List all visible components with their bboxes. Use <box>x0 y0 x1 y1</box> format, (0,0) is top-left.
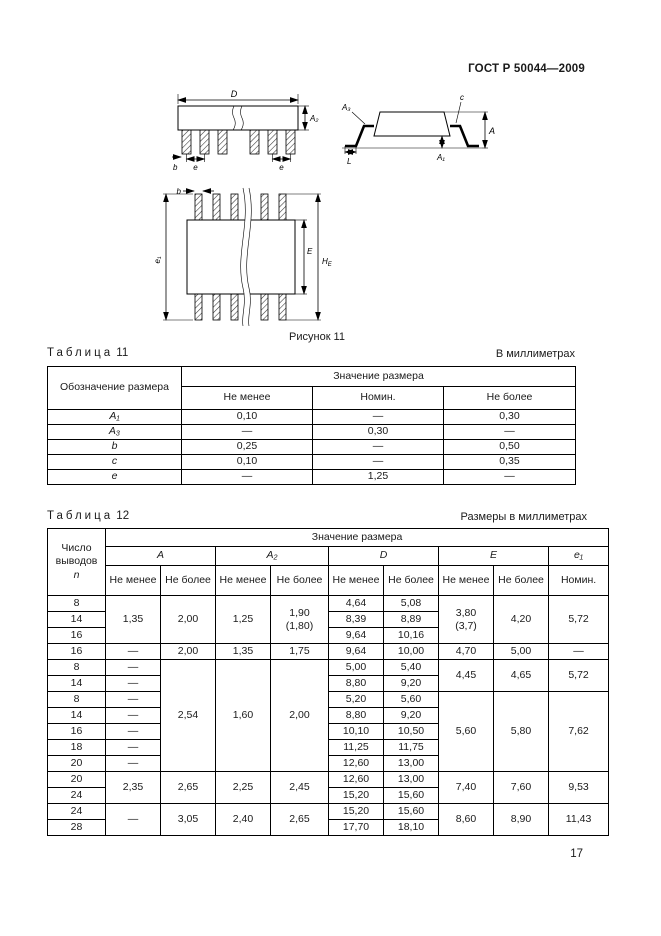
dim-label-c: c <box>460 93 464 102</box>
package-leads-front <box>182 130 295 154</box>
table-row <box>48 596 609 612</box>
cell: — <box>106 804 161 836</box>
cell: — <box>106 692 161 708</box>
table12-title-number: 12 <box>116 510 130 522</box>
table-row <box>48 470 576 485</box>
table12-title <box>47 510 129 522</box>
cell: — <box>106 708 161 724</box>
t12-sub-max: Не более <box>161 566 216 596</box>
dim-label-e1: e₁ <box>153 256 162 264</box>
cell: 5,72 <box>549 596 609 644</box>
table11-units: В миллиметрах <box>495 348 575 360</box>
cell: 4,45 <box>439 660 494 692</box>
table-row <box>48 660 609 676</box>
cell: 10,10 <box>329 724 384 740</box>
table-row <box>48 455 576 470</box>
cell: 1,60 <box>216 660 271 772</box>
dim-label-A2: A₂ <box>310 114 319 123</box>
dim-label-e: e <box>193 163 198 172</box>
t12-n-header-line2: выводов <box>55 555 98 568</box>
cell: — <box>313 455 444 470</box>
cell: 3,05 <box>161 804 216 836</box>
t11-sub-header-nom: Номин. <box>313 387 444 410</box>
cell: 8 <box>48 692 106 708</box>
table11-title-number: 11 <box>116 347 129 359</box>
dim-label-b: b <box>173 163 178 172</box>
table12-units: Размеры в миллиметрах <box>460 511 587 523</box>
cell: 0,30 <box>313 425 444 440</box>
cell: 5,60 <box>384 692 439 708</box>
cell: 7,40 <box>439 772 494 804</box>
cell: — <box>444 470 576 485</box>
cell: 0,30 <box>444 410 576 425</box>
cell: 5,00 <box>494 644 549 660</box>
package-body-side <box>374 112 450 136</box>
cell: 11,25 <box>329 740 384 756</box>
cell: 1,90 (1,80) <box>271 596 329 644</box>
dim-label-A: A <box>489 126 496 136</box>
cell: 14 <box>48 708 106 724</box>
cell: 12,60 <box>329 772 384 788</box>
t12-n-symbol: n <box>73 568 80 581</box>
cell: 15,20 <box>329 804 384 820</box>
cell: 0,10 <box>182 455 313 470</box>
cell: 2,54 <box>161 660 216 772</box>
cell: e <box>48 470 182 485</box>
cell: 12,60 <box>329 756 384 772</box>
cell: 16 <box>48 644 106 660</box>
cell: 14 <box>48 612 106 628</box>
cell: 5,80 <box>494 692 549 772</box>
cell: 28 <box>48 820 106 836</box>
cell: 4,64 <box>329 596 384 612</box>
table-row <box>48 367 576 387</box>
t11-sub-header-min: Не менее <box>182 387 313 410</box>
figure-caption: Рисунок 11 <box>289 331 345 343</box>
cell: 8,60 <box>439 804 494 836</box>
t12-sub-max: Не более <box>494 566 549 596</box>
cell: — <box>444 425 576 440</box>
cell: 5,40 <box>384 660 439 676</box>
cell: — <box>182 425 313 440</box>
document-header: ГОСТ Р 50044—2009 <box>468 63 585 75</box>
cell: 2,40 <box>216 804 271 836</box>
t12-sub-max: Не более <box>271 566 329 596</box>
t12-col-A2: A₂ <box>216 547 329 566</box>
cell: 2,00 <box>161 644 216 660</box>
cell: 11,43 <box>549 804 609 836</box>
cell: 5,08 <box>384 596 439 612</box>
t11-sub-header-max: Не более <box>444 387 576 410</box>
cell: b <box>48 440 182 455</box>
cell: 9,20 <box>384 676 439 692</box>
cell: 8,39 <box>329 612 384 628</box>
cell: 5,72 <box>549 660 609 692</box>
lead-right <box>450 126 479 146</box>
t11-col1-header: Обозначение размера <box>48 367 182 410</box>
cell: 4,70 <box>439 644 494 660</box>
t12-sub-max: Не более <box>384 566 439 596</box>
figure-11-drawing <box>130 88 520 330</box>
cell: — <box>313 440 444 455</box>
package-body-front <box>178 106 298 130</box>
t12-sub-min: Не менее <box>439 566 494 596</box>
cell: 2,25 <box>216 772 271 804</box>
cell: 13,00 <box>384 756 439 772</box>
t12-col-e1: e₁ <box>549 547 609 566</box>
cell: 5,00 <box>329 660 384 676</box>
page-number: 17 <box>570 848 583 860</box>
cell: A₃ <box>48 425 182 440</box>
cell: 9,20 <box>384 708 439 724</box>
cell: — <box>106 756 161 772</box>
cell: 16 <box>48 628 106 644</box>
package-front-view <box>172 89 318 172</box>
cell: 2,65 <box>271 804 329 836</box>
t11-group-header: Значение размера <box>182 367 576 387</box>
cell: 1,35 <box>106 596 161 644</box>
t12-sub-min: Не менее <box>329 566 384 596</box>
cell: — <box>313 410 444 425</box>
cell: 5,20 <box>329 692 384 708</box>
cell: 8,90 <box>494 804 549 836</box>
cell: 0,10 <box>182 410 313 425</box>
cell: 24 <box>48 788 106 804</box>
cell: — <box>182 470 313 485</box>
t12-col-D: D <box>329 547 439 566</box>
cell: — <box>549 644 609 660</box>
dim-label-A1: A₁ <box>437 153 445 162</box>
table-row <box>48 566 609 596</box>
cell: — <box>106 676 161 692</box>
lead-left <box>345 126 374 146</box>
cell: 16 <box>48 724 106 740</box>
dim-label-HE: $H_E$ <box>322 257 332 268</box>
t12-sub-min: Не менее <box>106 566 161 596</box>
cell: 9,64 <box>329 644 384 660</box>
t12-col-E: E <box>439 547 549 566</box>
t12-n-header-line1: Число <box>61 542 92 555</box>
package-side-view <box>341 93 495 166</box>
table-row <box>48 692 609 708</box>
cell: 9,53 <box>549 772 609 804</box>
cell: 17,70 <box>329 820 384 836</box>
cell: — <box>106 660 161 676</box>
t12-group-header: Значение размера <box>106 529 609 547</box>
cell: — <box>106 644 161 660</box>
cell: 15,20 <box>329 788 384 804</box>
table-row <box>48 772 609 788</box>
cell: 10,00 <box>384 644 439 660</box>
cell: 8,80 <box>329 676 384 692</box>
cell: 15,60 <box>384 788 439 804</box>
dim-label-E: E <box>307 247 313 256</box>
table-row <box>48 529 609 547</box>
cell: 1,35 <box>216 644 271 660</box>
cell: 20 <box>48 772 106 788</box>
table-row <box>48 425 576 440</box>
cell: 18 <box>48 740 106 756</box>
cell: 18,10 <box>384 820 439 836</box>
dim-label-D: D <box>230 89 238 99</box>
cell: 9,64 <box>329 628 384 644</box>
cell: c <box>48 455 182 470</box>
cell: 13,00 <box>384 772 439 788</box>
table-12 <box>47 528 609 836</box>
cell: 11,75 <box>384 740 439 756</box>
t12-col-A: A <box>106 547 216 566</box>
t12-sub-min: Не менее <box>216 566 271 596</box>
dim-label-A3: A₃ <box>342 103 351 112</box>
table12-title-word: Таблица <box>47 510 114 522</box>
table-row <box>48 804 609 820</box>
cell: 8,89 <box>384 612 439 628</box>
table-11 <box>47 366 576 485</box>
table11-title-word: Таблица <box>47 347 114 359</box>
cell: 2,00 <box>161 596 216 644</box>
cell: 8 <box>48 660 106 676</box>
cell: 2,00 <box>271 660 329 772</box>
cell: 10,50 <box>384 724 439 740</box>
cell: — <box>106 724 161 740</box>
table-row <box>48 440 576 455</box>
table-row <box>48 410 576 425</box>
cell: 1,25 <box>216 596 271 644</box>
cell: 2,35 <box>106 772 161 804</box>
cell: 14 <box>48 676 106 692</box>
t12-n-header <box>48 529 106 596</box>
cell: 20 <box>48 756 106 772</box>
t12-sub-nom: Номин. <box>549 566 609 596</box>
cell: 5,60 <box>439 692 494 772</box>
cell: 10,16 <box>384 628 439 644</box>
dim-label-L: L <box>347 157 352 166</box>
cell: 8 <box>48 596 106 612</box>
cell: 24 <box>48 804 106 820</box>
cell: 4,20 <box>494 596 549 644</box>
cell: 0,50 <box>444 440 576 455</box>
cell: 15,60 <box>384 804 439 820</box>
cell: 1,75 <box>271 644 329 660</box>
cell: 7,60 <box>494 772 549 804</box>
cell: 0,25 <box>182 440 313 455</box>
cell: 2,65 <box>161 772 216 804</box>
package-plan-view <box>153 187 333 326</box>
table11-title <box>47 347 128 359</box>
figure-11 <box>130 88 520 330</box>
cell: — <box>106 740 161 756</box>
cell: 2,45 <box>271 772 329 804</box>
table-row <box>48 547 609 566</box>
cell: 4,65 <box>494 660 549 692</box>
cell: 7,62 <box>549 692 609 772</box>
cell: 0,35 <box>444 455 576 470</box>
cell: 3,80 (3,7) <box>439 596 494 644</box>
cell: A₁ <box>48 410 182 425</box>
dim-label-e: e <box>279 163 284 172</box>
cell: 8,80 <box>329 708 384 724</box>
dim-label-b: b <box>176 187 181 196</box>
cell: 1,25 <box>313 470 444 485</box>
table-row <box>48 644 609 660</box>
